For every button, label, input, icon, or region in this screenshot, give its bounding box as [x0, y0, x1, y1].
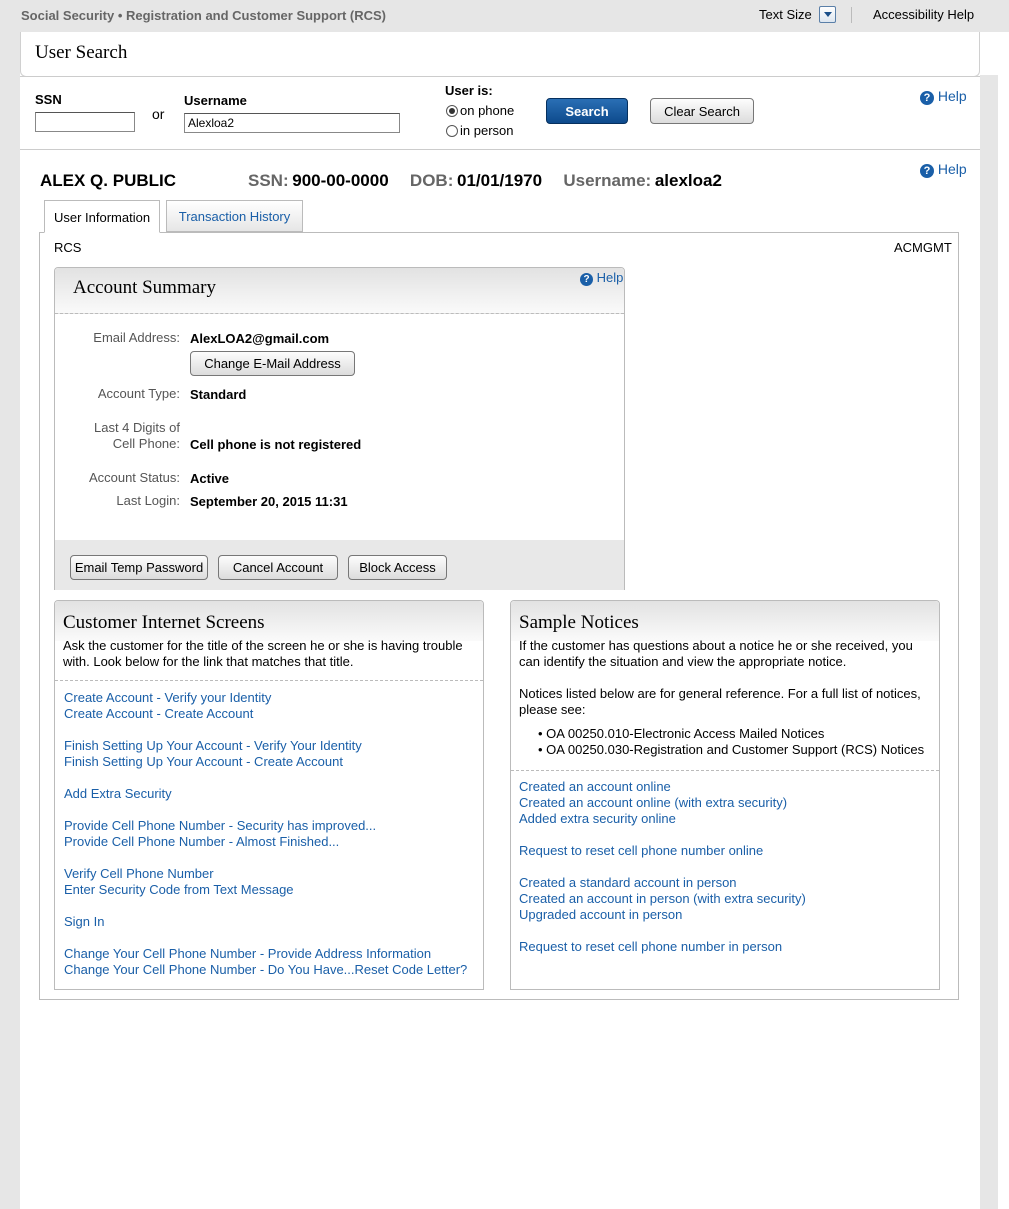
notice-link[interactable]: Upgraded account in person: [519, 907, 683, 922]
last-login-value: September 20, 2015 11:31: [190, 494, 348, 509]
divider: [511, 770, 939, 771]
help-label: Help: [937, 88, 967, 104]
status-label: Account Status:: [88, 470, 180, 485]
text-size-dropdown-button[interactable]: [819, 6, 836, 23]
sample-notices-links: [519, 779, 806, 955]
help-icon: ?: [920, 164, 934, 178]
page-title: User Search: [35, 42, 128, 63]
screen-link[interactable]: Change Your Cell Phone Number - Do You Have...Reset Code Letter?: [64, 962, 468, 977]
user-is-label: User is:: [445, 83, 493, 98]
help-icon: ?: [580, 273, 593, 286]
user-search-title-box: [20, 32, 980, 77]
left-gutter: [0, 32, 20, 1209]
accessibility-help-link[interactable]: Accessibility Help: [873, 7, 975, 22]
status-value: Active: [190, 471, 230, 486]
cell-label-line1: Last 4 Digits of: [94, 420, 180, 435]
internet-screens-title: Customer Internet Screens: [63, 612, 265, 633]
radio-unchecked-icon[interactable]: [446, 125, 458, 137]
clear-search-button[interactable]: Clear Search: [650, 98, 754, 124]
radio-on-phone[interactable]: [446, 103, 514, 118]
description-line: Notices listed below are for general reference. For a full list of notices,: [519, 686, 921, 701]
username-input[interactable]: [184, 113, 400, 133]
change-email-button[interactable]: Change E-Mail Address: [190, 351, 355, 376]
notice-link[interactable]: Created a standard account in person: [519, 875, 737, 890]
screen-link[interactable]: Add Extra Security: [64, 786, 172, 801]
account-summary-title: Account Summary: [73, 277, 217, 298]
description-line: Ask the customer for the title of the screen he or she is having trouble: [63, 638, 463, 653]
email-temp-password-button[interactable]: Email Temp Password: [70, 555, 208, 580]
radio-in-person-label: in person: [460, 123, 514, 138]
notice-link[interactable]: Request to reset cell phone number in person: [519, 939, 783, 954]
cell-label-line2: Cell Phone:: [112, 436, 180, 451]
sample-notices-title: Sample Notices: [519, 612, 639, 633]
email-label: Email Address:: [93, 330, 180, 345]
divider: [55, 680, 483, 681]
app-title: Social Security • Registration and Customer Support (RCS): [21, 8, 386, 23]
screen-link[interactable]: Change Your Cell Phone Number - Provide Address Information: [64, 946, 432, 961]
cancel-account-button[interactable]: Cancel Account: [218, 555, 338, 580]
description-line: can identify the situation and view the appropriate notice.: [519, 654, 847, 669]
tab-user-information[interactable]: User Information: [44, 200, 160, 233]
screen-link[interactable]: Sign In: [64, 914, 105, 929]
help-label: Help: [937, 161, 967, 177]
rcs-tag: RCS: [54, 240, 82, 255]
account-type-label: Account Type:: [97, 386, 180, 401]
notice-link[interactable]: Created an account online: [519, 779, 671, 794]
screen-link[interactable]: Finish Setting Up Your Account - Create Account: [64, 754, 343, 769]
account-type-value: Standard: [190, 387, 247, 402]
block-access-button[interactable]: Block Access: [348, 555, 447, 580]
search-help-link[interactable]: [920, 88, 967, 105]
dob-header-label: DOB:: [409, 171, 454, 190]
notice-reference-text: OA 00250.030-Registration and Customer Support (RCS) Notices: [546, 742, 925, 757]
divider: [851, 7, 852, 23]
username-header-value: alexloa2: [654, 171, 722, 190]
ssn-input[interactable]: [35, 112, 135, 132]
or-label: or: [152, 106, 165, 122]
cell-value: Cell phone is not registered: [190, 437, 362, 452]
chevron-down-icon: [824, 12, 832, 17]
text-size-label: Text Size: [759, 7, 812, 22]
screen-link[interactable]: Verify Cell Phone Number: [64, 866, 214, 881]
last-login-label: Last Login:: [116, 493, 180, 508]
user-details: [248, 171, 722, 191]
acmgmt-tag: ACMGMT: [894, 240, 952, 255]
notice-reference-item[interactable]: • OA 00250.030-Registration and Customer Support (RCS) Notices: [538, 742, 925, 757]
description-line: If the customer has questions about a notice he or she received, you: [519, 638, 913, 653]
notice-references: [538, 726, 924, 758]
notice-link[interactable]: Request to reset cell phone number online: [519, 843, 764, 858]
tab-transaction-history[interactable]: Transaction History: [166, 200, 303, 232]
ssn-header-label: SSN:: [248, 171, 289, 190]
dob-header-value: 01/01/1970: [457, 171, 543, 190]
notice-link[interactable]: Added extra security online: [519, 811, 676, 826]
internet-screens-links: [64, 690, 467, 978]
screen-link[interactable]: Create Account - Create Account: [64, 706, 254, 721]
help-label: Help: [596, 270, 624, 285]
radio-checked-icon[interactable]: [446, 105, 458, 117]
internet-screens-description: [63, 638, 463, 670]
screen-link[interactable]: Finish Setting Up Your Account - Verify Your Identity: [64, 738, 362, 753]
right-gutter-strip: [980, 75, 998, 1209]
screen-link[interactable]: Create Account - Verify your Identity: [64, 690, 272, 705]
username-label: Username: [184, 93, 247, 108]
account-summary-help-link[interactable]: [580, 270, 623, 286]
description-line: please see:: [519, 702, 586, 717]
ssn-header-value: 900-00-0000: [292, 171, 389, 190]
notice-link[interactable]: Created an account online (with extra security): [519, 795, 788, 810]
description-line: with. Look below for the link that matches that title.: [63, 654, 354, 669]
sample-notices-description: [519, 638, 921, 718]
email-value: AlexLOA2@gmail.com: [190, 331, 330, 346]
screen-link[interactable]: Enter Security Code from Text Message: [64, 882, 294, 897]
screen-link[interactable]: Provide Cell Phone Number - Security has improved...: [64, 818, 377, 833]
help-icon: ?: [920, 91, 934, 105]
screen-link[interactable]: Provide Cell Phone Number - Almost Finished...: [64, 834, 340, 849]
username-header-label: Username:: [563, 171, 652, 190]
radio-on-phone-label: on phone: [460, 103, 515, 118]
notice-link[interactable]: Created an account in person (with extra security): [519, 891, 806, 906]
search-button[interactable]: Search: [546, 98, 628, 124]
notice-reference-item[interactable]: • OA 00250.010-Electronic Access Mailed Notices: [538, 726, 825, 741]
radio-in-person[interactable]: [446, 123, 513, 138]
notice-reference-text: OA 00250.010-Electronic Access Mailed Notices: [546, 726, 825, 741]
ssn-label: SSN: [35, 92, 62, 107]
user-full-name: ALEX Q. PUBLIC: [40, 171, 177, 190]
user-help-link[interactable]: [920, 161, 967, 178]
